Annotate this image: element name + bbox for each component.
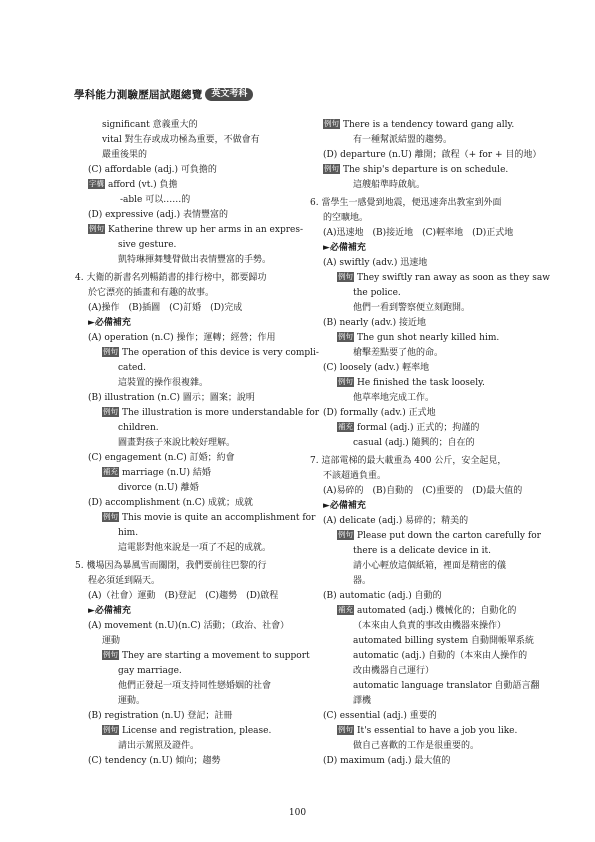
label-tag: 例句	[338, 530, 353, 539]
text-line	[310, 754, 530, 769]
text-line	[310, 361, 530, 376]
text-line	[310, 574, 530, 589]
text-line	[310, 634, 535, 649]
text-line	[75, 511, 316, 526]
text-line	[75, 451, 307, 466]
text-line	[75, 271, 307, 286]
line-text: significant 意義重大的	[102, 120, 198, 130]
right-column	[310, 118, 550, 769]
text-line	[75, 316, 307, 331]
line-text: (D) expressive (adj.) 表情豐富的	[88, 210, 228, 220]
line-text: the police.	[353, 288, 401, 298]
text-line	[75, 193, 307, 208]
label-tag: 例句	[338, 272, 353, 281]
line-text: 譯機	[353, 696, 372, 706]
line-text: (A)迅速地 (B)接近地 (C)輕率地 (D)正式地	[323, 228, 514, 238]
text-line	[75, 709, 307, 724]
text-line	[310, 499, 530, 514]
label-tag: 例句	[324, 119, 339, 128]
text-line	[310, 316, 530, 331]
line-text: 的空曠地。	[323, 213, 369, 223]
line-text: -able 可以……的	[120, 195, 191, 205]
line-text: 於它漂亮的插畫和有趣的故事。	[88, 288, 215, 298]
line-text: cated.	[118, 363, 146, 373]
line-text: 他們正發起一項支持同性戀婚姻的社會	[118, 681, 272, 691]
text-line	[310, 256, 530, 271]
line-text: (A) operation (n.C) 操作；運轉；經營；作用	[88, 333, 276, 343]
text-line	[310, 118, 530, 133]
text-line	[310, 604, 530, 619]
line-text: gay marriage.	[118, 666, 182, 676]
line-text: (A)易碎的 (B)自動的 (C)重要的 (D)最大值的	[323, 486, 523, 496]
line-text: 他們一看到警察便立刻跑開。	[353, 303, 471, 313]
label-tag: 例句	[324, 164, 339, 173]
text-line	[75, 466, 307, 481]
text-line	[75, 754, 307, 769]
running-header	[74, 87, 253, 101]
text-line	[310, 226, 530, 241]
line-text: 他草率地完成工作。	[353, 393, 435, 403]
text-line	[310, 469, 530, 484]
line-text: him.	[118, 528, 139, 538]
line-text: (D) departure (n.U) 離開；啟程（+ for + 目的地）	[323, 150, 542, 160]
text-line	[310, 301, 530, 316]
line-text: (D) maximum (adj.) 最大值的	[323, 756, 451, 766]
line-text: 這裝置的操作很複雜。	[118, 378, 209, 388]
text-line	[310, 709, 530, 724]
line-text: (A)操作 (B)插圖 (C)訂婚 (D)完成	[88, 303, 243, 313]
text-line	[310, 421, 530, 436]
line-text: children.	[118, 423, 159, 433]
text-line	[75, 331, 307, 346]
line-text: (D) accomplishment (n.C) 成就；成就	[88, 498, 253, 508]
line-text: automatic (adj.) 自動的（本來由人操作的	[353, 651, 528, 661]
text-line	[75, 496, 307, 511]
line-text: 槍擊差點要了他的命。	[353, 348, 444, 358]
text-line	[310, 589, 530, 604]
line-text: formal (adj.) 正式的；拘謹的	[357, 423, 480, 433]
text-line	[310, 346, 530, 361]
line-text: （本來由人負責的事改由機器來操作）	[353, 621, 507, 631]
label-tag: 例句	[89, 224, 104, 233]
label-tag: 例句	[338, 725, 353, 734]
text-line	[75, 238, 307, 253]
line-text: (C) essential (adj.) 重要的	[323, 711, 437, 721]
label-tag: 字構	[89, 179, 104, 188]
line-text: casual (adj.) 隨興的；自在的	[353, 438, 475, 448]
line-text: The gun shot nearly killed him.	[357, 333, 500, 343]
label-tag: 補充	[338, 422, 353, 431]
line-text: 不該超過負重。	[323, 471, 387, 481]
line-text: ►必備補充	[323, 501, 366, 511]
text-line	[75, 589, 307, 604]
line-text: ►必備補充	[88, 606, 131, 616]
line-text: divorce (n.U) 離婚	[118, 483, 199, 493]
text-line	[310, 724, 530, 739]
line-text: (C) tendency (n.U) 傾向；趨勢	[88, 756, 221, 766]
text-line	[75, 664, 307, 679]
line-text: 凱特琳揮舞雙臂做出表情豐富的手勢。	[118, 255, 272, 265]
line-text: marriage (n.U) 結婚	[122, 468, 211, 478]
text-line	[75, 436, 307, 451]
line-text: automated (adj.) 機械化的；自動化的	[357, 606, 517, 616]
text-line	[310, 391, 530, 406]
line-text: 運動	[102, 636, 121, 646]
text-line	[310, 241, 530, 256]
line-text: The illustration is more understandable for	[122, 408, 320, 418]
line-text: automatic language translator 自動語言翻	[353, 681, 540, 691]
text-line	[75, 574, 307, 589]
text-line	[75, 559, 307, 574]
line-text: (A) movement (n.U)(n.C) 活動；（政治、社會）	[88, 621, 290, 631]
text-line	[310, 376, 530, 391]
line-text: The operation of this device is very compli-	[122, 348, 319, 358]
text-line	[310, 196, 530, 211]
line-text: 7. 這部電梯的最大載重為 400 公斤，安全起見，	[310, 456, 507, 466]
line-text: 程必須延到隔天。	[88, 576, 161, 586]
text-line	[75, 376, 307, 391]
line-text: (A) delicate (adj.) 易碎的；精美的	[323, 516, 469, 526]
text-line	[310, 148, 542, 163]
header-title: 學科能力測驗歷屆試題總覽	[74, 88, 203, 101]
line-text: There is a tendency toward gang ally.	[343, 120, 515, 130]
text-line	[75, 253, 307, 268]
text-line	[75, 679, 307, 694]
text-line	[310, 514, 530, 529]
text-line	[310, 649, 530, 664]
line-text: sive gesture.	[118, 240, 177, 250]
text-line	[310, 619, 530, 634]
text-line	[310, 286, 530, 301]
text-line	[310, 211, 530, 226]
line-text: (B) illustration (n.C) 圖示；圖案；說明	[88, 393, 255, 403]
line-text: (A)（社會）運動 (B)登記 (C)趨勢 (D)啟程	[88, 591, 279, 601]
text-line	[310, 694, 530, 709]
left-column	[75, 118, 320, 769]
line-text: The ship's departure is on schedule.	[343, 165, 509, 175]
text-line	[310, 133, 530, 148]
text-line	[75, 346, 319, 361]
line-text: afford (vt.) 負擔	[108, 180, 178, 190]
line-text: 請小心輕放這個紙箱，裡面是精密的儀	[353, 561, 507, 571]
line-text: (B) automatic (adj.) 自動的	[323, 591, 442, 601]
line-text: (C) engagement (n.C) 訂婚；約會	[88, 453, 235, 463]
line-text: 這電影對他來說是一項了不起的成就。	[118, 543, 272, 553]
line-text: 圖畫對孩子來說比較好理解。	[118, 438, 236, 448]
line-text: vital 對生存或成功極為重要，不做會有	[102, 135, 260, 145]
text-line	[75, 481, 307, 496]
text-line	[75, 724, 307, 739]
line-text: 做自己喜歡的工作是很重要的。	[353, 741, 480, 751]
line-text: Please put down the carton carefully for	[357, 531, 541, 541]
text-line	[310, 739, 530, 754]
text-line	[75, 133, 307, 148]
text-line	[310, 436, 530, 451]
text-line	[75, 391, 307, 406]
line-text: 運動。	[118, 696, 146, 706]
text-line	[310, 679, 540, 694]
line-text: 6. 當學生一感覺到地震，便迅速奔出教室到外面	[310, 198, 502, 208]
line-text: ►必備補充	[323, 243, 366, 253]
line-text: 5. 機場因為暴風雪而關閉，我們要前往巴黎的行	[75, 561, 267, 571]
label-tag: 例句	[103, 347, 118, 356]
line-text: License and registration, please.	[122, 726, 272, 736]
text-line	[310, 454, 530, 469]
text-line	[310, 484, 530, 499]
line-text: They swiftly ran away as soon as they saw	[357, 273, 550, 283]
text-line	[75, 604, 307, 619]
line-text: 4. 大衛的新書名列暢銷書的排行榜中，都要歸功	[75, 273, 267, 283]
text-line	[310, 178, 530, 193]
text-line	[75, 286, 307, 301]
label-tag: 例句	[103, 725, 118, 734]
line-text: (C) affordable (adj.) 可負擔的	[88, 165, 217, 175]
text-line	[75, 649, 310, 664]
text-line	[75, 541, 307, 556]
text-line	[75, 223, 307, 238]
line-text: They are starting a movement to support	[122, 651, 310, 661]
label-tag: 例句	[338, 377, 353, 386]
label-tag: 例句	[103, 650, 118, 659]
text-line	[75, 178, 307, 193]
line-text: This movie is quite an accomplishment for	[122, 513, 316, 523]
label-tag: 補充	[338, 605, 353, 614]
line-text: 這艘船準時啟航。	[353, 180, 426, 190]
text-line	[75, 361, 307, 376]
line-text: 請出示駕照及證件。	[118, 741, 200, 751]
text-line	[75, 619, 307, 634]
label-tag: 例句	[103, 512, 118, 521]
line-text: It's essential to have a job you like.	[357, 726, 518, 736]
label-tag: 例句	[103, 407, 118, 416]
line-text: (D) formally (adv.) 正式地	[323, 408, 436, 418]
subject-badge: 英文考科	[205, 88, 253, 101]
line-text: (B) registration (n.U) 登記；註冊	[88, 711, 233, 721]
line-text: 改由機器自己運行）	[353, 666, 435, 676]
text-line	[75, 406, 320, 421]
label-tag: 補充	[103, 467, 118, 476]
line-text: there is a delicate device in it.	[353, 546, 492, 556]
line-text: ►必備補充	[88, 318, 131, 328]
text-line	[310, 271, 550, 286]
text-line	[310, 529, 541, 544]
text-line	[75, 634, 307, 649]
text-line	[75, 421, 307, 436]
text-line	[75, 148, 307, 163]
text-line	[75, 208, 307, 223]
line-text: 有一種幫派結盟的趨勢。	[353, 135, 453, 145]
line-text: (B) nearly (adv.) 接近地	[323, 318, 426, 328]
text-line	[310, 544, 530, 559]
line-text: He finished the task loosely.	[357, 378, 485, 388]
text-line	[75, 694, 307, 709]
text-line	[75, 163, 307, 178]
text-line	[310, 163, 530, 178]
line-text: (C) loosely (adv.) 輕率地	[323, 363, 430, 373]
text-line	[310, 664, 530, 679]
page-number: 100	[288, 808, 307, 818]
line-text: automated billing system 自動開帳單系統	[353, 636, 535, 646]
text-line	[310, 559, 530, 574]
label-tag: 例句	[338, 332, 353, 341]
line-text: 嚴重後果的	[102, 150, 148, 160]
line-text: (A) swiftly (adv.) 迅速地	[323, 258, 428, 268]
text-line	[75, 118, 307, 133]
line-text: 器。	[353, 576, 372, 586]
line-text: Katherine threw up her arms in an expres-	[108, 225, 303, 235]
text-line	[75, 526, 307, 541]
text-line	[310, 331, 530, 346]
text-line	[75, 739, 307, 754]
text-line	[310, 406, 530, 421]
text-line	[75, 301, 307, 316]
